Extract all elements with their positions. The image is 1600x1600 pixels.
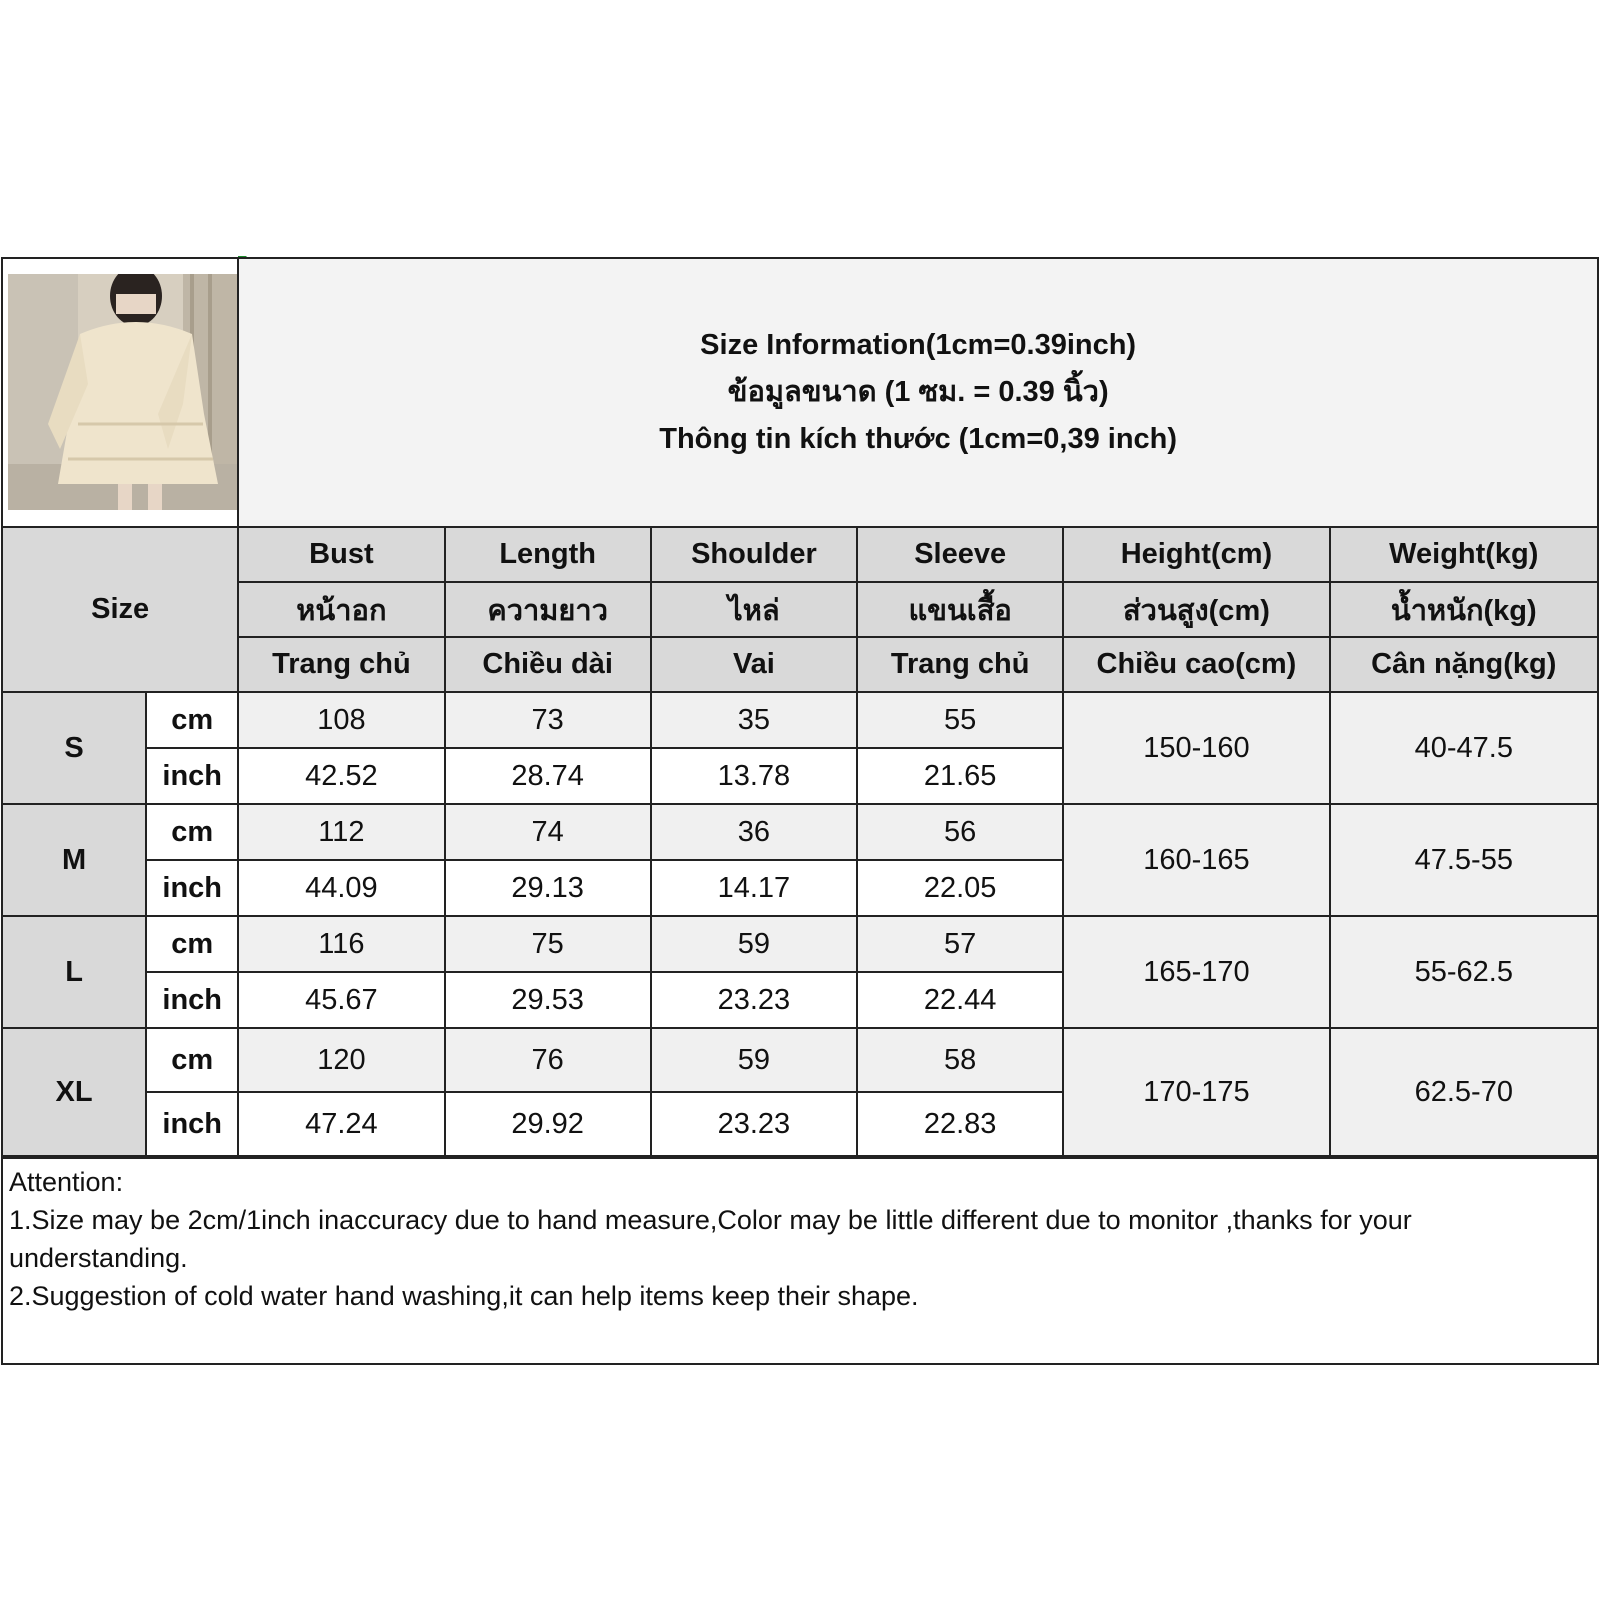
table-cell: 120 — [238, 1028, 444, 1092]
header-shoulder-vi: Vai — [651, 637, 857, 692]
header-sleeve-th: แขนเสื้อ — [857, 582, 1063, 637]
title-thai: ข้อมูลขนาด (1 ซม. = 0.39 นิ้ว) — [727, 376, 1109, 408]
header-shoulder-en: Shoulder — [651, 527, 857, 582]
notes-heading: Attention: — [9, 1167, 124, 1197]
header-length-en: Length — [445, 527, 651, 582]
unit-inch: inch — [146, 972, 238, 1028]
header-bust-vi: Trang chủ — [238, 637, 444, 692]
table-cell: 75 — [445, 916, 651, 972]
header-length-vi: Chiều dài — [445, 637, 651, 692]
table-cell: 116 — [238, 916, 444, 972]
header-sleeve-en: Sleeve — [857, 527, 1063, 582]
header-shoulder-th: ไหล่ — [651, 582, 857, 637]
header-bust-en: Bust — [238, 527, 444, 582]
product-photo — [8, 274, 238, 510]
unit-inch: inch — [146, 860, 238, 916]
height-range-l: 165-170 — [1063, 916, 1329, 1028]
table-cell: 59 — [651, 916, 857, 972]
table-cell: 29.13 — [445, 860, 651, 916]
weight-range-xl: 62.5-70 — [1330, 1028, 1597, 1156]
notes-line-2: 2.Suggestion of cold water hand washing,it can help items keep their shape. — [9, 1281, 919, 1311]
size-table — [3, 259, 1597, 1157]
table-cell: 108 — [238, 692, 444, 748]
header-length-th: ความยาว — [445, 582, 651, 637]
table-cell: 29.92 — [445, 1092, 651, 1156]
size-label-l: L — [3, 916, 146, 1028]
unit-cm: cm — [146, 692, 238, 748]
header-sleeve-vi: Trang chủ — [857, 637, 1063, 692]
weight-range-s: 40-47.5 — [1330, 692, 1597, 804]
table-cell: 59 — [651, 1028, 857, 1092]
table-cell: 73 — [445, 692, 651, 748]
table-cell: 112 — [238, 804, 444, 860]
table-cell: 56 — [857, 804, 1063, 860]
size-chart — [1, 257, 1599, 1365]
header-weight-en: Weight(kg) — [1330, 527, 1597, 582]
header-height-en: Height(cm) — [1063, 527, 1329, 582]
header-height-th: ส่วนสูง(cm) — [1063, 582, 1329, 637]
table-cell: 74 — [445, 804, 651, 860]
table-cell: 14.17 — [651, 860, 857, 916]
title-block — [238, 259, 1597, 527]
table-cell: 45.67 — [238, 972, 444, 1028]
size-column-header: Size — [3, 527, 238, 692]
attention-notes — [3, 1157, 1597, 1363]
product-photo-cell — [3, 259, 238, 527]
height-range-m: 160-165 — [1063, 804, 1329, 916]
table-cell: 22.44 — [857, 972, 1063, 1028]
unit-inch: inch — [146, 748, 238, 804]
table-cell: 22.05 — [857, 860, 1063, 916]
table-cell: 58 — [857, 1028, 1063, 1092]
table-cell: 35 — [651, 692, 857, 748]
table-cell: 57 — [857, 916, 1063, 972]
size-label-m: M — [3, 804, 146, 916]
table-cell: 29.53 — [445, 972, 651, 1028]
header-bust-th: หน้าอก — [238, 582, 444, 637]
table-cell: 13.78 — [651, 748, 857, 804]
header-weight-th: น้ำหนัก(kg) — [1330, 582, 1597, 637]
table-cell: 42.52 — [238, 748, 444, 804]
table-cell: 22.83 — [857, 1092, 1063, 1156]
height-range-s: 150-160 — [1063, 692, 1329, 804]
table-cell: 76 — [445, 1028, 651, 1092]
table-cell: 47.24 — [238, 1092, 444, 1156]
unit-inch: inch — [146, 1092, 238, 1156]
table-cell: 23.23 — [651, 1092, 857, 1156]
weight-range-m: 47.5-55 — [1330, 804, 1597, 916]
header-height-vi: Chiều cao(cm) — [1063, 637, 1329, 692]
title-english: Size Information(1cm=0.39inch) — [700, 329, 1137, 361]
header-weight-vi: Cân nặng(kg) — [1330, 637, 1597, 692]
title-vietnamese: Thông tin kích thước (1cm=0,39 inch) — [659, 423, 1178, 455]
height-range-xl: 170-175 — [1063, 1028, 1329, 1156]
size-label-s: S — [3, 692, 146, 804]
table-cell: 23.23 — [651, 972, 857, 1028]
unit-cm: cm — [146, 916, 238, 972]
size-label-xl: XL — [3, 1028, 146, 1156]
table-cell: 36 — [651, 804, 857, 860]
unit-cm: cm — [146, 1028, 238, 1092]
unit-cm: cm — [146, 804, 238, 860]
weight-range-l: 55-62.5 — [1330, 916, 1597, 1028]
notes-line-1: 1.Size may be 2cm/1inch inaccuracy due to hand measure,Color may be little different due to monitor ,thanks for your understanding. — [9, 1205, 1412, 1273]
table-cell: 28.74 — [445, 748, 651, 804]
table-cell: 44.09 — [238, 860, 444, 916]
table-cell: 21.65 — [857, 748, 1063, 804]
table-cell: 55 — [857, 692, 1063, 748]
